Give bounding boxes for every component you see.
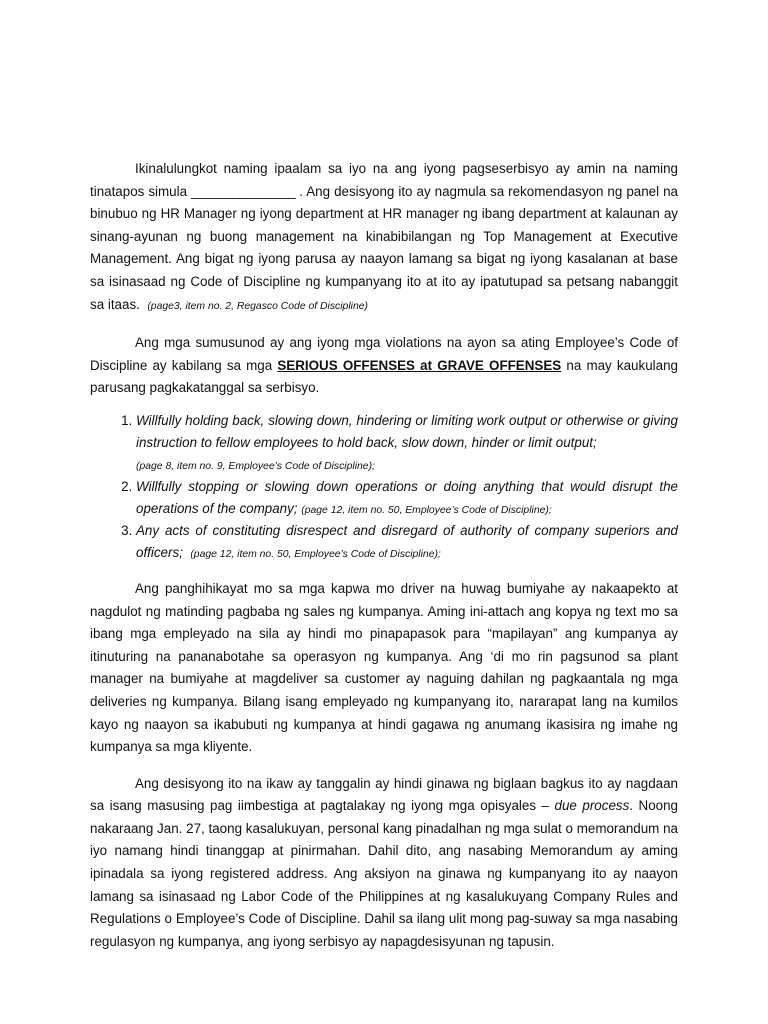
paragraph2-text-b: na may kaukulang parusang pagkakatanggal sa serbisyo. [90, 357, 678, 396]
violations-list [90, 410, 678, 564]
violation-text: Willfully holding back, slowing down, hindering or limiting work output or otherwise or giving instruction to fellow employees to hold back, slow down, hinder or limit output; [136, 412, 678, 450]
violation-citation: (page 12, item no. 50, Employee’s Code of Discipline); [190, 548, 441, 560]
paragraph3-text: Ang panghihikayat mo sa mga kapwa mo driver na huwag bumiyahe ay nakaapekto at nagdulot ng matinding pagbaba ng sales ng kumpanya. Aming ini-attach ang kopya ng text mo sa ibang mga empleyado na sila ay hindi mo pinapapasok para “mapilayan” ang kumpanya ay itinuturing na pananabotahe sa operasyon ng kumpanya. Ang ‘di mo rin pagsunod sa plant manager na bumiyahe at magdeliver sa customer ay naguing dahilan ng pagkaantala ng mga deliveries ng kumpanya. Bilang isang empleyado ng kumpanyang ito, nararapat lang na kumilos kayo ng naayon sa ikabubuti ng kumpanya at hindi gagawa ng anumang ikasisira ng imahe ng kumpanya sa mga kliyente. [90, 580, 678, 755]
paragraph-termination-notice [90, 158, 678, 318]
offense-category-emphasis: SERIOUS OFFENSES at GRAVE OFFENSES [277, 357, 562, 373]
due-process-emphasis: due process [554, 798, 630, 814]
paragraph4-text-b: . Noong nakaraang Jan. 27, taong kasalukuyan, personal kang pinadalhan ng mga sulat o memorandum na iyo namang hindi tinanggap at pinirmahan. Dahil dito, ang nasabing Memorandum ay aming ipinadala sa iyong registered address. Ang aksiyon na ginawa ng kumpanyang ito ay naayon lamang sa isinasaad ng Labor Code of the Philippines at ng kasalukuyang Company Rules and Regulations o Employee’s Code of Discipline. Dahil sa ilang ulit mong pag-suway sa mga nasabing regulasyon ng kumpanya, ang iyong serbisyo ay napagdesisyunan ng tapusin. [90, 798, 678, 949]
paragraph-due-process [90, 773, 678, 954]
paragraph4-text-a: Ang desisyong ito na ikaw ay tanggalin ay hindi ginawa ng biglaan bagkus ito ay nagdaan sa isang masusing pag iimbestiga at pagtalakay ng iyong mga opisyales – [90, 775, 678, 814]
violation-item [136, 410, 678, 476]
violation-citation: (page 8, item no. 9, Employee’s Code of Discipline); [136, 460, 375, 472]
date-blank-line: _______________ [191, 183, 296, 199]
paragraph1-citation: (page3, item no. 2, Regasco Code of Discipline) [147, 300, 368, 312]
violation-citation: (page 12, item no. 50, Employee’s Code of Discipline); [301, 504, 552, 516]
paragraph-incident-description [90, 578, 678, 759]
violation-text: Any acts of constituting disrespect and disregard of authority of company superiors and officers; [136, 522, 678, 560]
paragraph1-text-a: Ikinalulungkot naming ipaalam sa iyo na ang iyong pagseserbisyo ay amin na naming tinatapos simula [90, 161, 678, 199]
violation-item [136, 520, 678, 564]
paragraph1-text-b: . Ang desisyong ito ay nagmula sa rekomendasyon ng panel na binubuo ng HR Manager ng iyong department at HR manager ng ibang department at kalaunan ay sinang-ayunan ng buong management na kinabibilangan ng Top Management at Executive Management. Ang bigat ng iyong parusa ay naayon lamang sa bigat ng iyong kasalanan at base sa isinasaad ng Code of Discipline ng kumpanyang ito at ito ay ipatutupad sa petsang nabanggit sa itaas. [90, 183, 678, 312]
violation-item [136, 476, 678, 520]
paragraph2-text-a: Ang mga sumusunod ay ang iyong mga violations na ayon sa ating Employee’s Code of Discipline ay kabilang sa mga [90, 335, 678, 373]
violation-text: Willfully stopping or slowing down operations or doing anything that would disrupt the operations of the company; [136, 478, 678, 516]
paragraph-violations-intro [90, 332, 678, 400]
